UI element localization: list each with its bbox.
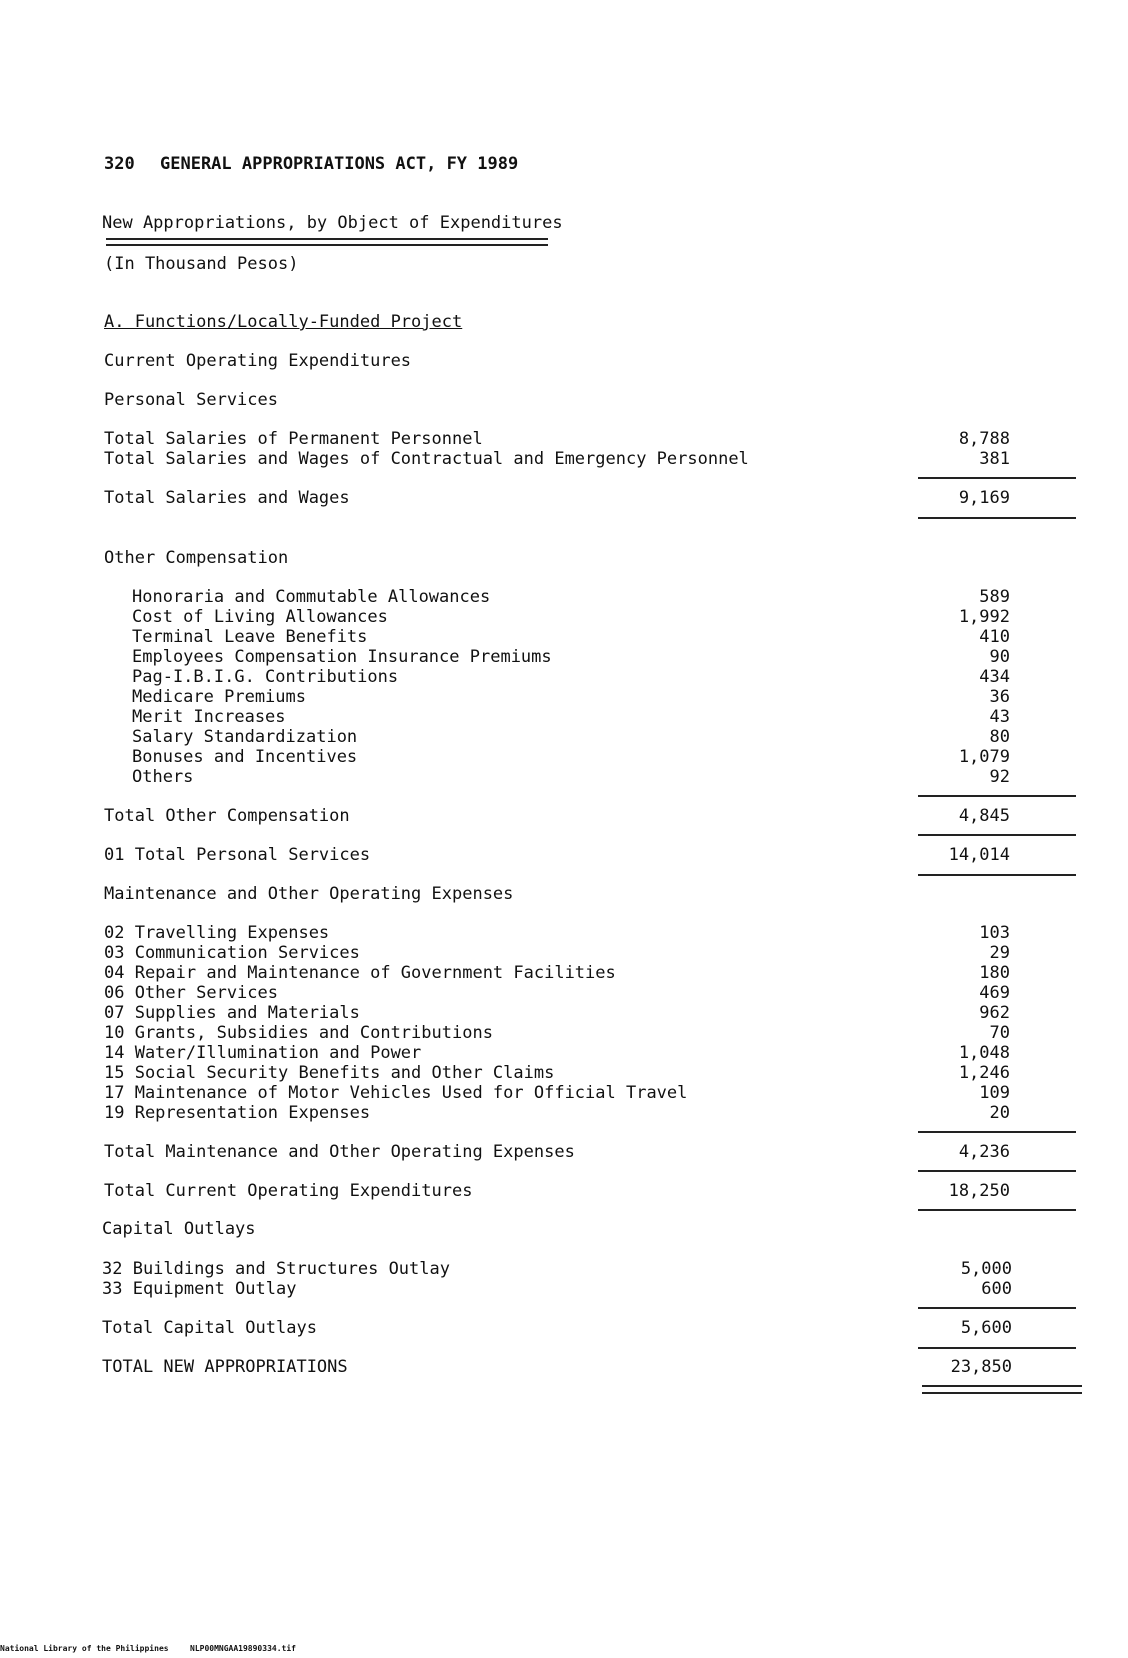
table-row (132, 767, 1010, 787)
footer-file: NLP00MNGAA19890334.tif (190, 1644, 296, 1653)
row-value: 381 (979, 449, 1010, 469)
row-value: 14,014 (948, 845, 1010, 865)
row-value: 109 (979, 1083, 1010, 1103)
table-row (104, 429, 1010, 449)
row-value: 29 (989, 943, 1010, 963)
row-value: 1,246 (958, 1063, 1010, 1083)
subtotal-row (104, 488, 1010, 508)
table-row (104, 1003, 1010, 1023)
total-row (104, 1181, 1010, 1201)
row-value: 1,079 (958, 747, 1010, 767)
subtotal-rule (918, 834, 1076, 836)
row-label: Pag-I.B.I.G. Contributions (132, 667, 399, 687)
row-value: 600 (981, 1279, 1012, 1299)
table-row (104, 983, 1010, 1003)
footer-library: National Library of the Philippines (0, 1644, 169, 1653)
total-row (104, 845, 1010, 865)
row-value: 410 (979, 627, 1010, 647)
row-value: 1,048 (958, 1043, 1010, 1063)
row-label: Merit Increases (132, 707, 286, 727)
current-opex-heading: Current Operating Expenditures (104, 351, 412, 371)
row-label: 06 Other Services (104, 983, 278, 1003)
row-label: 32 Buildings and Structures Outlay (102, 1259, 450, 1279)
subtotal-rule (918, 477, 1076, 479)
subtotal-rule (918, 874, 1076, 876)
table-row (132, 647, 1010, 667)
table-row (132, 667, 1010, 687)
table-row (132, 627, 1010, 647)
row-label: Medicare Premiums (132, 687, 306, 707)
capital-heading: Capital Outlays (102, 1219, 256, 1239)
table-row (102, 1259, 1012, 1279)
table-row (132, 607, 1010, 627)
row-label: Terminal Leave Benefits (132, 627, 368, 647)
subtotal-rule (918, 1170, 1076, 1172)
row-value: 92 (989, 767, 1010, 787)
title-double-rule (106, 238, 548, 246)
row-value: 20 (989, 1103, 1010, 1123)
row-value: 180 (979, 963, 1010, 983)
row-label: 33 Equipment Outlay (102, 1279, 297, 1299)
row-value: 18,250 (948, 1181, 1010, 1201)
row-label: 04 Repair and Maintenance of Government Facilities (104, 963, 616, 983)
row-label: 10 Grants, Subsidies and Contributions (104, 1023, 493, 1043)
table-row (132, 747, 1010, 767)
row-label: Total Current Operating Expenditures (104, 1181, 473, 1201)
table-row (104, 923, 1010, 943)
table-row (132, 727, 1010, 747)
row-label: Salary Standardization (132, 727, 358, 747)
table-row (104, 943, 1010, 963)
running-title: GENERAL APPROPRIATIONS ACT, FY 1989 (160, 154, 519, 174)
row-value: 103 (979, 923, 1010, 943)
table-row (104, 1083, 1010, 1103)
subtotal-rule (918, 517, 1076, 519)
other-comp-heading: Other Compensation (104, 548, 289, 568)
table-row (104, 1063, 1010, 1083)
row-label: TOTAL NEW APPROPRIATIONS (102, 1357, 348, 1377)
table-row (132, 687, 1010, 707)
subtotal-rule (918, 1307, 1076, 1309)
row-label: 01 Total Personal Services (104, 845, 371, 865)
row-value: 80 (989, 727, 1010, 747)
subtotal-row (104, 806, 1010, 826)
row-value: 90 (989, 647, 1010, 667)
page-title: New Appropriations, by Object of Expenditures (102, 213, 563, 233)
row-label: 03 Communication Services (104, 943, 360, 963)
row-value: 469 (979, 983, 1010, 1003)
row-value: 9,169 (958, 488, 1010, 508)
table-row (132, 707, 1010, 727)
row-label: Total Maintenance and Other Operating Expenses (104, 1142, 575, 1162)
row-label: 02 Travelling Expenses (104, 923, 330, 943)
row-value: 8,788 (958, 429, 1010, 449)
row-value: 70 (989, 1023, 1010, 1043)
row-value: 23,850 (950, 1357, 1012, 1377)
row-label: Total Other Compensation (104, 806, 350, 826)
row-value: 434 (979, 667, 1010, 687)
grand-total-row (102, 1357, 1012, 1377)
table-row (132, 587, 1010, 607)
row-label: Total Capital Outlays (102, 1318, 317, 1338)
grand-total-double-rule (922, 1385, 1082, 1394)
subtotal-rule (918, 1131, 1076, 1133)
row-label: 07 Supplies and Materials (104, 1003, 360, 1023)
subtotal-rule (918, 1347, 1076, 1349)
subtotal-rule (918, 1209, 1076, 1211)
row-value: 1,992 (958, 607, 1010, 627)
row-label: Honoraria and Commutable Allowances (132, 587, 491, 607)
unit-note: (In Thousand Pesos) (104, 254, 299, 274)
row-label: Total Salaries of Permanent Personnel (104, 429, 483, 449)
row-label: Total Salaries and Wages (104, 488, 350, 508)
row-value: 5,600 (960, 1318, 1012, 1338)
row-label: 14 Water/Illumination and Power (104, 1043, 422, 1063)
page-number: 320 (104, 154, 135, 174)
row-label: 17 Maintenance of Motor Vehicles Used for Official Travel (104, 1083, 688, 1103)
row-label: Total Salaries and Wages of Contractual and Emergency Personnel (104, 449, 749, 469)
section-a-heading: A. Functions/Locally-Funded Project (104, 312, 463, 332)
subtotal-rule (918, 795, 1076, 797)
personal-services-heading: Personal Services (104, 390, 278, 410)
table-row (104, 963, 1010, 983)
table-row (104, 449, 1010, 469)
row-value: 962 (979, 1003, 1010, 1023)
mooe-heading: Maintenance and Other Operating Expenses (104, 884, 514, 904)
row-value: 5,000 (960, 1259, 1012, 1279)
subtotal-row (102, 1318, 1012, 1338)
row-label: 15 Social Security Benefits and Other Claims (104, 1063, 555, 1083)
row-label: Others (132, 767, 194, 787)
subtotal-row (104, 1142, 1010, 1162)
table-row (102, 1279, 1012, 1299)
row-value: 36 (989, 687, 1010, 707)
row-value: 43 (989, 707, 1010, 727)
row-label: Employees Compensation Insurance Premiums (132, 647, 552, 667)
row-value: 4,236 (958, 1142, 1010, 1162)
table-row (104, 1023, 1010, 1043)
row-value: 589 (979, 587, 1010, 607)
table-row (104, 1103, 1010, 1123)
table-row (104, 1043, 1010, 1063)
row-label: Cost of Living Allowances (132, 607, 388, 627)
row-label: 19 Representation Expenses (104, 1103, 371, 1123)
row-label: Bonuses and Incentives (132, 747, 358, 767)
row-value: 4,845 (958, 806, 1010, 826)
